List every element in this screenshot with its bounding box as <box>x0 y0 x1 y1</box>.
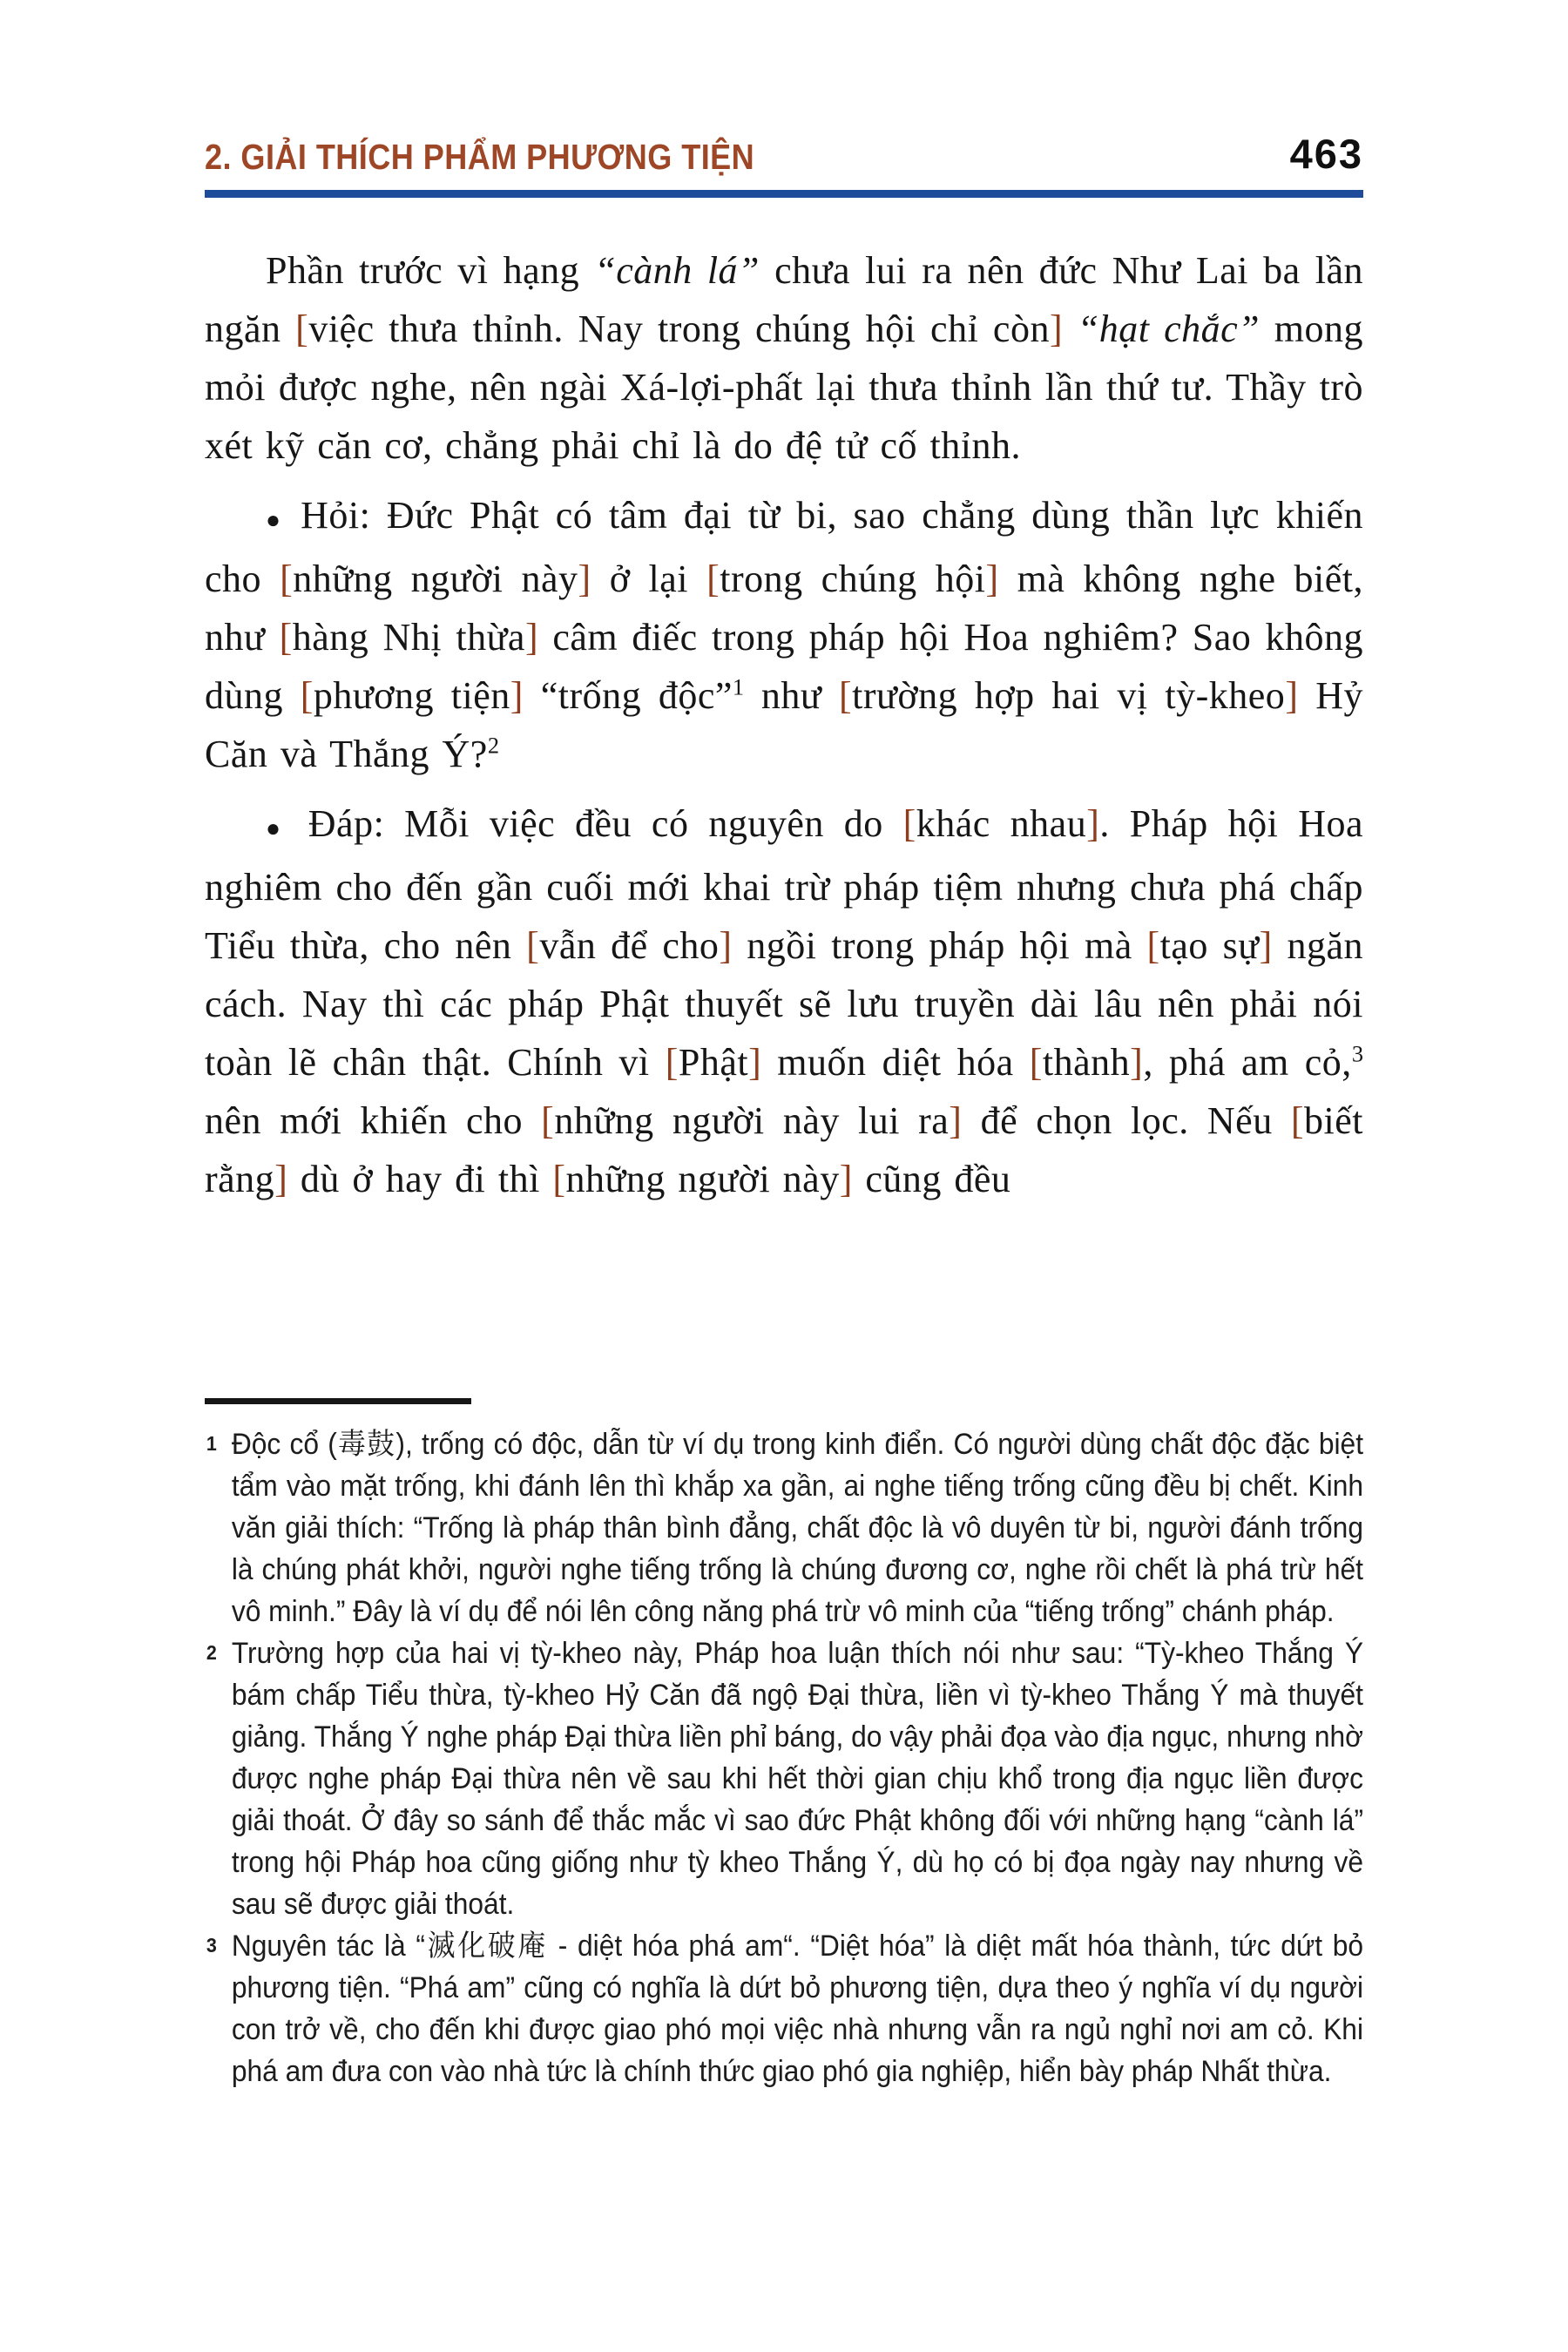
footnote-separator <box>205 1398 471 1404</box>
editorial-bracket: ] <box>1086 802 1100 845</box>
text-run: để chọn lọc. Nếu <box>962 1099 1291 1142</box>
editorial-bracket: [ <box>300 674 314 717</box>
text-run: câm điếc trong pháp hội Hoa nghiêm? Sao không dùng <box>205 616 1363 717</box>
text-run: việc thưa thỉnh. Nay trong chúng hội chỉ còn <box>308 308 1050 350</box>
text-run: biết rằng <box>205 1099 1363 1200</box>
text-run: những người này <box>565 1158 840 1200</box>
text-run: cũng đều <box>852 1158 1011 1200</box>
editorial-bracket: ] <box>949 1099 963 1142</box>
footnote-text: Nguyên tác là “滅化破庵 - diệt hóa phá am“. “Diệt hóa” là diệt mất hóa thành, tức dứt bỏ phương tiện. “Phá am” cũng có nghĩa là dứt bỏ phương tiện, dựa theo ý nghĩa ví dụ người con trở về, cho đến khi được giao phó mọi việc nhà nhưng vẫn ra ngủ nghỉ nơi am cỏ. Khi phá am đưa con vào nhà tức là chính thức giao phó gia nghiệp, hiển bày pháp Nhất thừa. <box>231 1930 1364 2088</box>
editorial-bracket: ] <box>510 674 524 717</box>
editorial-bracket: ] <box>524 616 539 659</box>
editorial-bracket: ] <box>578 558 591 600</box>
editorial-bracket: [ <box>665 1041 679 1084</box>
footnote <box>205 1632 1363 1925</box>
footnote-ref: 2 <box>487 732 500 759</box>
text-run: những người này lui ra <box>554 1099 950 1142</box>
text-run <box>1063 308 1078 350</box>
text-run: , phá am cỏ, <box>1143 1041 1352 1084</box>
footnote-ref: 1 <box>732 673 745 700</box>
editorial-bracket: [ <box>1290 1099 1305 1142</box>
bullet-icon: ● <box>266 815 288 842</box>
paragraph <box>205 241 1363 475</box>
text-run: ngồi trong pháp hội mà <box>732 924 1147 967</box>
footnote-marker: 2 <box>206 1641 217 1664</box>
text-run: muốn diệt hóa <box>761 1041 1030 1084</box>
page-number: 463 <box>1289 131 1363 177</box>
text-run: Đáp: Mỗi việc đều có nguyên do <box>287 802 903 845</box>
emphasized-term: “cành lá” <box>594 249 760 292</box>
text-run: hàng Nhị thừa <box>292 616 525 659</box>
page-header <box>205 127 1363 178</box>
text-run: Hỷ Căn và Thắng Ý? <box>205 674 1363 775</box>
editorial-bracket: [ <box>1146 924 1160 967</box>
editorial-bracket: [ <box>706 558 720 600</box>
text-run: nên mới khiến cho <box>205 1099 542 1142</box>
paragraph <box>205 486 1363 783</box>
text-run: những người này <box>293 558 578 600</box>
text-run: Hỏi: Đức Phật có tâm đại từ bi, sao chẳng dùng thần lực khiến cho <box>205 494 1363 600</box>
text-run: ở lại <box>591 558 707 600</box>
text-run: . Pháp hội Hoa nghiêm cho đến gần cuối mới khai trừ pháp tiệm nhưng chưa phá chấp Tiểu thừa, cho nên <box>205 802 1363 967</box>
text-run: Phật <box>678 1041 749 1084</box>
text-run: tạo sự <box>1159 924 1260 967</box>
editorial-bracket: [ <box>541 1099 555 1142</box>
footnote-marker: 3 <box>206 1934 217 1957</box>
footnotes <box>205 1423 1363 2092</box>
footnote-text: Trường hợp của hai vị tỳ-kheo này, Pháp hoa luận thích nói như sau: “Tỳ-kheo Thắng Ý bám chấp Tiểu thừa, tỳ-kheo Hỷ Căn đã ngộ Đại thừa, liền vì tỳ-kheo Thắng Ý mà thuyết giảng. Thắng Ý nghe pháp Đại thừa liền phỉ báng, do vậy phải đọa vào địa ngục, nhưng nhờ được nghe pháp Đại thừa nên về sau khi hết thời gian chịu khổ trong địa ngục liền được giải thoát. Ở đây so sánh để thắc mắc vì sao đức Phật không đối với những hạng “cành lá” trong hội Pháp hoa cũng giống như tỳ kheo Thắng Ý, dù họ có bị đọa ngày nay nhưng về sau sẽ được giải thoát. <box>231 1637 1364 1921</box>
editorial-bracket: ] <box>1049 308 1064 350</box>
editorial-bracket: [ <box>902 802 916 845</box>
editorial-bracket: ] <box>985 558 999 600</box>
editorial-bracket: [ <box>295 308 309 350</box>
text-run: ngăn cách. Nay thì các pháp Phật thuyết sẽ lưu truyền dài lâu nên phải nói toàn lẽ chân thật. Chính vì <box>205 924 1363 1084</box>
editorial-bracket: ] <box>839 1158 853 1200</box>
text-run: Phần trước vì hạng <box>266 249 595 292</box>
editorial-bracket: ] <box>1259 924 1273 967</box>
editorial-bracket: [ <box>1029 1041 1043 1084</box>
editorial-bracket: [ <box>280 558 294 600</box>
bullet-icon: ● <box>266 507 285 534</box>
paragraph <box>205 794 1363 1208</box>
footnote-marker: 1 <box>206 1432 217 1455</box>
editorial-bracket: ] <box>1130 1041 1144 1084</box>
editorial-bracket: [ <box>526 924 540 967</box>
header-rule <box>205 190 1363 198</box>
editorial-bracket: [ <box>552 1158 566 1200</box>
text-run: trường hợp hai vị tỳ-kheo <box>852 674 1286 717</box>
editorial-bracket: ] <box>274 1158 288 1200</box>
editorial-bracket: [ <box>279 616 293 659</box>
text-run: dù ở hay đi thì <box>287 1158 553 1200</box>
editorial-bracket: ] <box>1285 674 1299 717</box>
text-run: trong chúng hội <box>720 558 986 600</box>
running-title: 2. GIẢI THÍCH PHẨM PHƯƠNG TIỆN <box>205 137 755 177</box>
editorial-bracket: [ <box>838 674 853 717</box>
text-run: “trống độc” <box>523 674 733 717</box>
text-run: phương tiện <box>313 674 510 717</box>
emphasized-term: “hạt chắc” <box>1077 308 1260 350</box>
footnote-list <box>205 1423 1363 2092</box>
text-run: khác nhau <box>916 802 1087 845</box>
text-run: chưa lui ra nên đức Như Lai ba lần ngăn <box>205 249 1363 350</box>
footnote-text: Độc cổ (毒鼓), trống có độc, dẫn từ ví dụ trong kinh điển. Có người dùng chất độc đặc biệt tẩm vào mặt trống, khi đánh lên thì khắp xa gần, ai nghe tiếng trống cũng đều bị chết. Kinh văn giải thích: “Trống là pháp thân bình đẳng, chất độc là vô duyên từ bi, người đánh trống là chúng phát khởi, người nghe tiếng trống là chúng đương cơ, nghe rồi chết là phá trừ hết vô minh.” Đây là ví dụ để nói lên công năng phá trừ vô minh của “tiếng trống” chánh pháp. <box>231 1428 1364 1628</box>
body-text <box>205 241 1363 1388</box>
text-run: như <box>744 674 839 717</box>
footnote-ref: 3 <box>1351 1040 1363 1067</box>
text-run: mong mỏi được nghe, nên ngài Xá-lợi-phất lại thưa thỉnh lần thứ tư. Thầy trò xét kỹ căn cơ, chẳng phải chỉ là do đệ tử cố thỉnh. <box>205 308 1363 467</box>
footnote <box>205 1925 1363 2092</box>
text-run: vẫn để cho <box>539 924 720 967</box>
editorial-bracket: ] <box>748 1041 762 1084</box>
footnote <box>205 1423 1363 1632</box>
text-run: mà không nghe biết, như <box>205 558 1363 659</box>
text-run: thành <box>1042 1041 1131 1084</box>
editorial-bracket: ] <box>719 924 733 967</box>
